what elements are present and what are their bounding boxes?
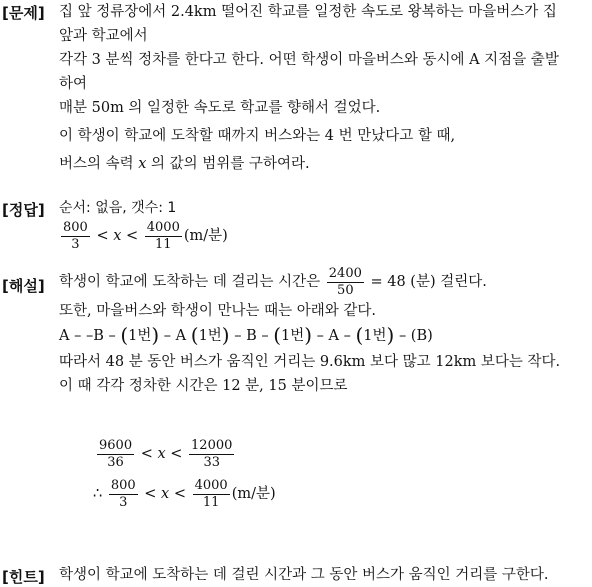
variable-x: x xyxy=(138,156,147,172)
solution-line-2: 또한, 마을버스와 학생이 만나는 때는 아래와 같다. xyxy=(59,303,377,319)
eq2-fraction-2: $\frac{4000}{11}$ xyxy=(194,477,228,510)
solution-line-5: 이 때 각각 정차한 시간은 12 분, 15 분이므로 xyxy=(59,378,348,394)
eq1-fraction-2: $\frac{12000}{33}$ xyxy=(191,437,233,470)
solution-line-4: 따라서 48 분 동안 버스가 움직인 거리는 9.6km 보다 많고 12km 보다는 작다. xyxy=(59,354,561,370)
eq2-fraction-1: $\frac{800}{3}$ xyxy=(110,477,136,510)
meeting-sequence: A – –B – (1번) – A (1번) – B – (1번) – A – (1번) – (B) xyxy=(59,323,433,347)
hint-text: 학생이 학교에 도착하는 데 걸린 시간과 그 동안 버스가 움직인 거리를 구한다. xyxy=(59,567,549,583)
problem-line-7-post: 의 값의 범위를 구하여라. xyxy=(146,156,310,172)
problem-line-1: 집 앞 정류장에서 2.4km 떨어진 학교를 일정한 속도로 왕복하는 마을버스가 집 xyxy=(59,4,557,20)
equation-1: $\frac{9600}{36}$ < x < $\frac{12000}{33}$ xyxy=(99,437,233,470)
hint-tag: [힌트] xyxy=(2,568,45,586)
problem-line-7 xyxy=(59,152,310,176)
solution-line-1: 학생이 학교에 도착하는 데 걸리는 시간은 $\frac{2400}{50}$ = 48 (분) 걸린다. xyxy=(59,265,487,298)
answer-unit: (m/분) xyxy=(183,228,228,244)
eq2-unit: (m/분) xyxy=(231,486,276,502)
eq1-fraction-1: $\frac{9600}{36}$ xyxy=(99,437,133,470)
problem-line-6: 이 학생이 학교에 도착할 때까지 버스와는 4 번 만났다고 할 때, xyxy=(59,128,456,144)
solution-tag: [해설] xyxy=(2,277,45,295)
answer-fraction-2: $\frac{4000}{11}$ xyxy=(146,219,180,252)
time-fraction: $\frac{2400}{50}$ xyxy=(328,265,362,298)
answer-meta: 순서: 없음, 갯수: 1 xyxy=(59,200,177,216)
problem-line-3: 각각 3 분씩 정차를 한다고 한다. 어떤 학생이 마을버스와 동시에 A 지점을 출발 xyxy=(59,52,559,68)
equation-2: ∴ $\frac{800}{3}$ < x < $\frac{4000}{11}$ (m/분) xyxy=(93,477,276,510)
problem-line-7-pre: 버스의 속력 xyxy=(59,156,139,172)
therefore-symbol: ∴ xyxy=(93,486,103,502)
answer-inequality: $\frac{800}{3}$ < x < $\frac{4000}{11}$ (m/분) xyxy=(63,219,228,252)
problem-tag: [문제] xyxy=(2,4,45,22)
answer-tag: [정답] xyxy=(2,201,45,219)
answer-fraction-1: $\frac{800}{3}$ xyxy=(63,219,88,252)
problem-line-2: 앞과 학교에서 xyxy=(59,28,148,44)
problem-line-4: 하여 xyxy=(59,76,88,92)
problem-line-5: 매분 50m 의 일정한 속도로 학교를 향해서 걸었다. xyxy=(59,100,381,116)
